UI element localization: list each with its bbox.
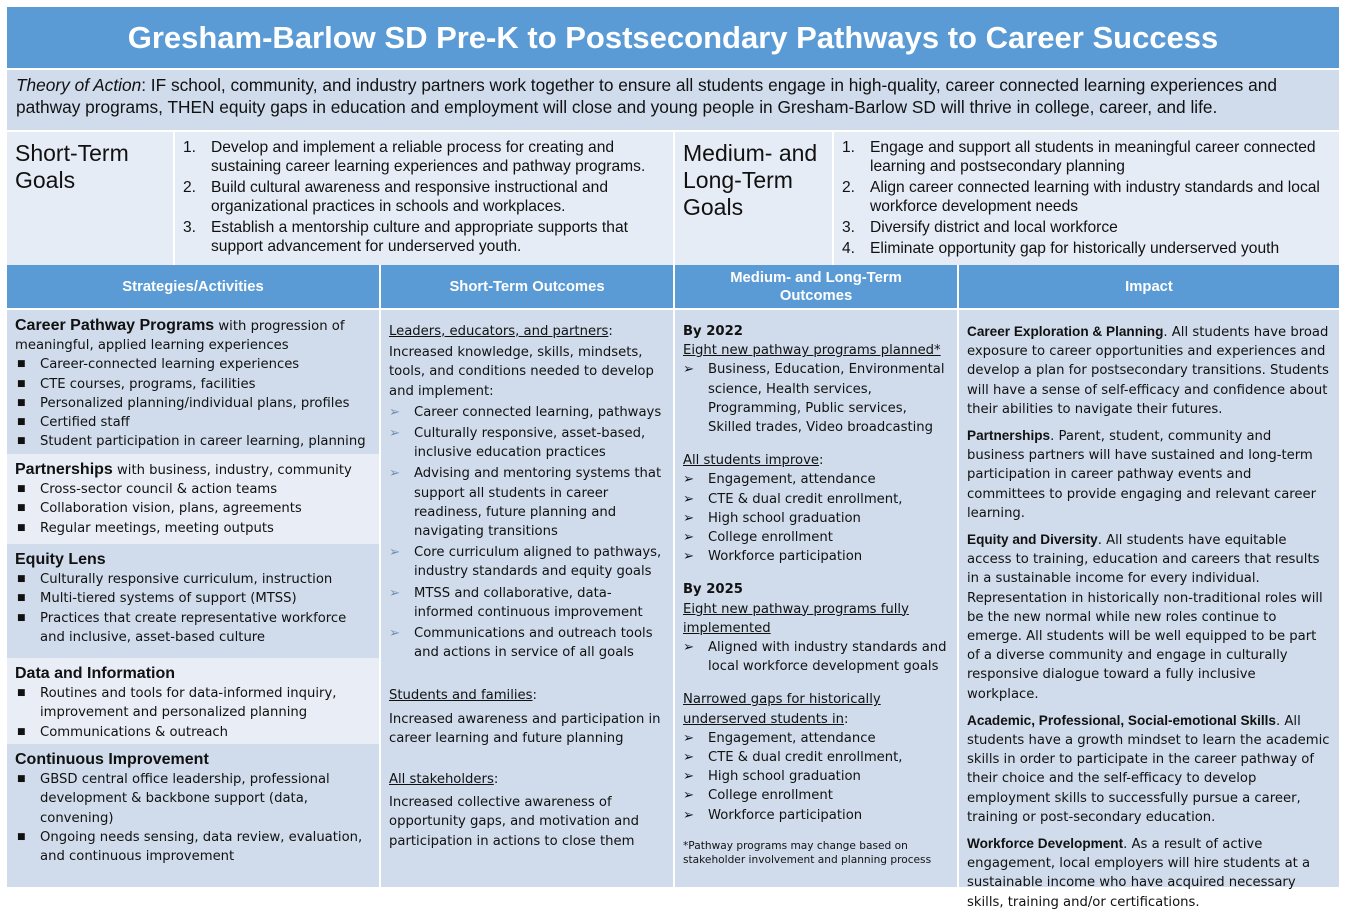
goal-item: 1. Develop and implement a reliable process for creating and sustaining career learning experiences and pathway programs. [183,139,646,175]
short-term-outcomes-column: Leaders, educators, and partners: Increased knowledge, skills, mindsets, tools, and conditions needed to develop and implement: ➢ Career connected learning, pathways ➢ Culturally responsive, asset-based, inclusive education practices ➢ Advising and mentoring systems that support all students in career readiness, future planning and navigating transitions ➢ Core curriculum aligned to pathways, industry standards and equity goals ➢ MTSS and collaborative, data-informed continuous improvement ➢ Communications and outreach tools and actions in service of all goals Students and families: Increased awareness and participation in career learning and future planning All stakeholders: Increased collective awareness of opportunity gaps, and motivation and participation in actions to close them [381,310,673,887]
list-item: ➢ Business, Education, Environmental science, Health services, Programming, Public services, Skilled trades, Video broadcasting [683,362,945,436]
list-item: ➢ Advising and mentoring systems that support all students in career readiness, future planning and navigating transitions [389,466,662,540]
list-item: ➢ College enrollment [683,530,833,546]
short-term-goals-heading-cell [7,132,173,265]
list-item: ➢ College enrollment [683,788,833,804]
short-term-goals-heading: Short-Term Goals [15,140,129,193]
short-term-goals-list [175,132,673,256]
group-heading: Eight new pathway programs fully implemented [683,601,909,636]
header-strategies: Strategies/Activities [7,265,379,308]
group-heading: Narrowed gaps for historically underserved students in [683,692,881,727]
list-item: ■ GBSD central office leadership, professional development & backbone support (data, convening) [17,772,330,826]
outcome-list [683,638,949,676]
impact-paragraph: Career Exploration & Planning. All students have broad exposure to career opportunities and experiences and develop a plan for postsecondary transitions. Students will have a sense of self-efficacy and confidence about their abilities to navigate their futures. [967,324,1329,417]
list-item: ➢ Culturally responsive, asset-based, inclusive education practices [389,426,646,461]
impact-paragraph: Workforce Development. As a result of active engagement, local employers will hire students at a sustainable income who have acquired necessary skills, training and/or certifications. [967,836,1311,910]
list-item: ■ Culturally responsive curriculum, instruction [17,572,333,588]
long-term-outcomes-column: By 2022 Eight new pathway programs planned* ➢ Business, Education, Environmental science, Health services, Programming, Public services, Skilled trades, Video broadcasting All students improve: ➢ Engagement, attendance ➢ CTE & dual credit enrollment, ➢ High school graduation ➢ College enrollment ➢ Workforce participation By 2025 Eight new pathway programs fully implemented ➢ Aligned with industry standards and local workforce development goals Narrowed gaps for historically underserved students in: ➢ Engagement, attendance ➢ CTE & dual credit enrollment, ➢ High school graduation ➢ College enrollment ➢ Workforce participation *Pathway programs may change based on stakeholder involvement and planning process [675,310,957,887]
short-term-goals-cell [175,132,673,265]
list-item: ➢ High school graduation [683,769,861,785]
strategy-list [15,684,371,742]
list-item: ■ Collaboration vision, plans, agreements [17,501,302,517]
long-term-goals-list [834,132,1339,258]
strategy-list [15,570,371,647]
outcome-list [683,729,949,825]
logic-model [7,7,1339,910]
list-item: ■ Regular meetings, meeting outputs [17,520,274,536]
group-heading: Leaders, educators, and partners [389,324,609,339]
list-item: ■ Routines and tools for data-informed inquiry, improvement and personalized planning [17,686,337,721]
list-item: ■ CTE courses, programs, facilities [17,376,256,392]
header-long-term-outcomes: Medium- and Long-Term Outcomes [675,265,957,308]
theory-of-action [7,70,1339,130]
long-term-goals-heading: Medium- and Long-Term Goals [683,140,818,220]
list-item: ➢ Engagement, attendance [683,472,876,488]
year-heading: By 2025 [683,582,743,598]
strategy-title: Career Pathway Programs [15,317,215,334]
list-item: ■ Certified staff [17,415,130,431]
footnote: *Pathway programs may change based on stakeholder involvement and planning process [683,839,932,866]
list-item: ➢ MTSS and collaborative, data-informed continuous improvement [389,585,643,620]
long-term-goals-cell [834,132,1339,265]
goal-item: 2. Align career connected learning with industry standards and local workforce development needs [842,179,1320,215]
outcome-list [683,470,949,566]
outcome-list [389,403,665,663]
strategy-title: Partnerships [15,461,113,478]
strategy-title: Continuous Improvement [15,751,209,768]
list-item: ➢ Workforce participation [683,549,863,565]
list-item: ■ Practices that create representative workforce and inclusive, asset-based culture [17,610,347,645]
strategy-title: Data and Information [15,665,176,682]
list-item: ■ Multi-tiered systems of support (MTSS) [17,591,297,607]
list-item: ➢ Core curriculum aligned to pathways, industry standards and equity goals [389,545,662,580]
list-item: ■ Ongoing needs sensing, data review, evaluation, and continuous improvement [17,829,363,865]
impact-paragraph: Academic, Professional, Social-emotional Skills. All students have a growth mindset to learn the academic skills in order to participate in the career pathway of their choice and the self-efficacy to develop employment skills to successfully pursue a career, training or post-secondary education. [967,712,1330,825]
list-item: ■ Communications & outreach [17,724,229,740]
outcome-list [683,360,949,437]
group-heading: All students improve [683,453,820,469]
list-item: ➢ CTE & dual credit enrollment, [683,750,903,766]
goal-item: 3. Diversify district and local workforce [842,219,1118,236]
theory-text: : IF school, community, and industry partners work together to ensure all students engage in high-quality, career connected learning experiences and pathway programs, THEN equity gaps in education and employment will close and young people in Gresham-Barlow SD will thrive in college, career, and life. [16,75,1277,117]
group-heading: All stakeholders [389,772,494,788]
list-item: ➢ Workforce participation [683,807,863,823]
list-item: ➢ Aligned with industry standards and local workforce development goals [683,640,947,675]
list-item: ➢ CTE & dual credit enrollment, [683,491,903,507]
goal-item: 4. Eliminate opportunity gap for historically underserved youth [842,240,1280,257]
group-heading: Eight new pathway programs planned* [683,343,941,359]
list-item: ■ Personalized planning/individual plans, profiles [17,395,350,411]
group-heading: Students and families [389,688,533,704]
list-item: ➢ Career connected learning, pathways [389,404,662,420]
list-item: ■ Cross-sector council & action teams [17,482,278,498]
list-item: ➢ Engagement, attendance [683,730,876,746]
goal-item: 3. Establish a mentorship culture and appropriate supports that support advancement for underserved youth. [183,219,628,255]
strategy-list [15,480,371,538]
strategy-section: Partnerships with business, industry, community ■ Cross-sector council & action teams ■ Collaboration vision, plans, agreements ■ Regular meetings, meeting outputs [7,454,379,544]
year-heading: By 2022 [683,324,743,339]
goal-item: 2. Build cultural awareness and responsive instructional and organizational practices in schools and workplaces. [183,179,609,215]
goal-item: 1. Engage and support all students in meaningful career connected learning and postsecondary planning [842,139,1316,175]
theory-label: Theory of Action [16,75,142,95]
strategy-list [15,770,371,866]
header-short-term-outcomes: Short-Term Outcomes [381,265,673,308]
strategy-section [7,544,379,658]
page-title: Gresham-Barlow SD Pre-K to Postsecondary Pathways to Career Success [7,7,1339,68]
header-impact: Impact [959,265,1339,308]
list-item: ■ Student participation in career learning, planning [17,434,366,450]
list-item: ➢ High school graduation [683,510,861,526]
list-item: ➢ Communications and outreach tools and actions in service of all goals [389,626,653,661]
strategy-list [15,355,371,451]
long-term-goals-heading-cell [675,132,832,265]
impact-column [959,310,1339,910]
strategy-section [7,658,379,744]
impact-paragraph: Equity and Diversity. All students have equitable access to training, education and careers that results in a sustainable income for every individual. Representation in historically non-traditional roles will be the new normal while new roles continue to emerge. All students will be well equipped to be part of a diverse community and engage in culturally responsive dialogue toward a fully inclusive workplace. [967,532,1323,702]
strategies-column [7,310,379,887]
impact-paragraph: Partnerships. Parent, student, community and business partners will have sustained and long-term participation in career pathway events and committees to provide engaging and relevant career learning. [967,428,1317,521]
strategy-section: Career Pathway Programs with progression of meaningful, applied learning experiences ■ Career-connected learning experiences ■ CTE courses, programs, facilities ■ Personalized planning/individual plans, profiles ■ Certified staff ■ Student participation in career learning, planning [7,310,379,454]
list-item: ■ Career-connected learning experiences [17,357,300,373]
strategy-section [7,744,379,887]
strategy-title: Equity Lens [15,551,106,568]
